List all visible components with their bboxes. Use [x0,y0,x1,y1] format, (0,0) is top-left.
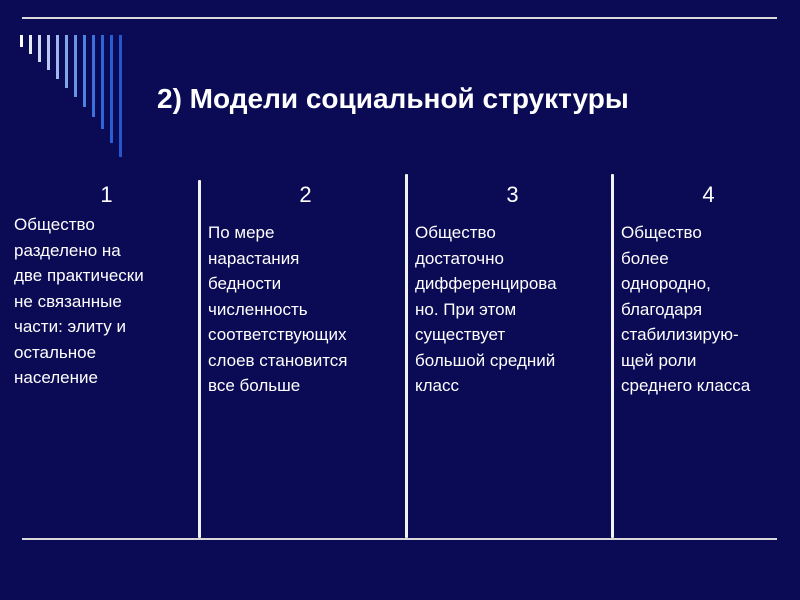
column-number: 4 [702,182,715,207]
stripe [20,35,23,47]
stripe [83,35,86,107]
stripe [74,35,77,97]
stripe [65,35,68,88]
top-rule [22,17,777,19]
column-description: По мере нарастания бедности численность соответствующих слоев становится все больше [208,223,348,395]
stripe [119,35,122,157]
stripe [92,35,95,117]
model-column-2 [208,182,403,399]
model-column-4 [621,182,796,399]
stripe [56,35,59,79]
column-description: Общество более однородно, благодаря стабилизирую- щей роли среднего класса [621,223,751,395]
page-title: 2) Модели социальной структуры [157,83,629,114]
column-description: Общество разделено на две практически не связанные части: элиту и остальное население [14,215,144,387]
model-column-3 [415,182,610,399]
column-divider [611,174,614,538]
column-description: Общество достаточно дифференцирова но. При этом существует большой средний класс [415,223,557,395]
column-number: 2 [299,182,312,207]
bottom-rule [22,538,777,540]
column-number: 3 [506,182,519,207]
stripe [29,35,32,54]
stripe [110,35,113,143]
column-divider [405,174,408,538]
stripe [47,35,50,70]
stripe [38,35,41,62]
column-divider [198,180,201,538]
column-number: 1 [100,182,113,207]
model-column-1 [14,182,199,391]
stripe [101,35,104,129]
